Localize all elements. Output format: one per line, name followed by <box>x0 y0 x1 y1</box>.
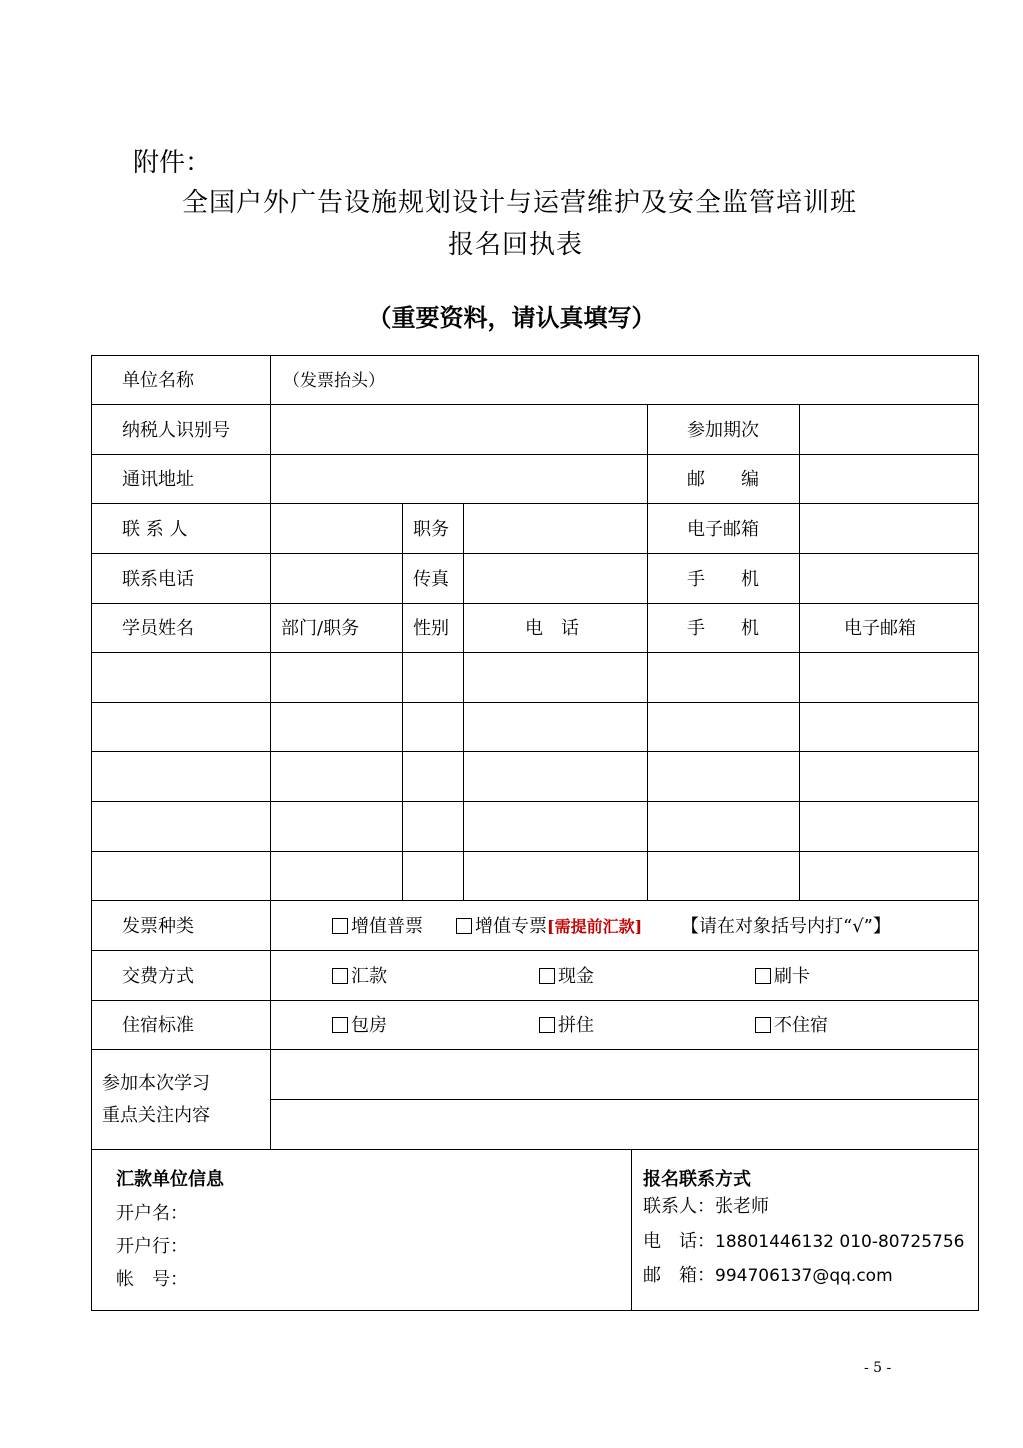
signup-phone: 电 话：18801446132 010-80725756 <box>643 1231 965 1252</box>
row-line <box>91 404 979 405</box>
col-line <box>402 503 403 900</box>
session-label: 参加期次 <box>687 420 759 441</box>
row-line <box>91 950 979 951</box>
col-line <box>647 404 648 900</box>
border-bottom <box>91 1310 979 1311</box>
payment-option-card[interactable]: 刷卡 <box>755 967 810 987</box>
row-line <box>91 751 979 752</box>
student-email-header: 电子邮箱 <box>844 618 916 639</box>
position-label: 职务 <box>413 519 449 540</box>
row-line <box>270 1099 979 1100</box>
unit-name-hint: （发票抬头） <box>283 371 385 391</box>
row-line <box>91 702 979 703</box>
signup-contact-title: 报名联系方式 <box>643 1169 751 1190</box>
fax-label: 传真 <box>413 569 449 590</box>
checkbox-icon <box>332 968 348 984</box>
remit-account-name: 开户名： <box>116 1203 188 1224</box>
border-top <box>91 355 979 356</box>
border-right <box>978 355 979 1311</box>
row-line <box>91 503 979 504</box>
checkbox-icon <box>332 1017 348 1033</box>
signup-email: 邮 箱：994706137@qq.com <box>643 1265 893 1286</box>
lodging-label: 住宿标准 <box>122 1015 194 1036</box>
checkbox-icon <box>456 918 472 934</box>
mobile-label: 手 机 <box>687 569 759 590</box>
remit-account-number: 帐 号： <box>116 1269 188 1290</box>
row-line <box>91 603 979 604</box>
checkbox-icon <box>755 1017 771 1033</box>
attachment-label: 附件： <box>133 148 212 178</box>
important-note: （重要资料，请认真填写） <box>367 303 656 332</box>
row-line <box>91 454 979 455</box>
lodging-option-none[interactable]: 不住宿 <box>755 1016 828 1036</box>
row-line <box>91 801 979 802</box>
col-line <box>270 355 271 1149</box>
payment-method-label: 交费方式 <box>122 966 194 987</box>
lodging-option-single[interactable]: 包房 <box>332 1016 387 1036</box>
signup-contact-person: 联系人：张老师 <box>643 1196 769 1217</box>
row-line <box>91 1149 979 1150</box>
focus-label-line1: 参加本次学习 <box>102 1073 210 1094</box>
registration-form <box>91 355 979 1311</box>
address-label: 通讯地址 <box>122 469 194 490</box>
unit-name-label: 单位名称 <box>122 370 194 391</box>
row-line <box>91 851 979 852</box>
row-line <box>91 1049 979 1050</box>
invoice-type-label: 发票种类 <box>122 916 194 937</box>
signup-phone-value: 18801446132 010-80725756 <box>715 1232 965 1252</box>
row-line <box>91 553 979 554</box>
student-gender-header: 性别 <box>413 618 449 639</box>
checkmark-instruction: 【请在对象括号内打“√”】 <box>681 916 891 937</box>
remit-info-title: 汇款单位信息 <box>116 1169 224 1190</box>
focus-label-line2: 重点关注内容 <box>102 1105 210 1126</box>
student-phone-header: 电 话 <box>525 618 579 639</box>
row-line <box>91 652 979 653</box>
student-mobile-header: 手 机 <box>687 618 759 639</box>
document-title: 全国户外广告设施规划设计与运营维护及安全监管培训班 <box>181 188 857 218</box>
page-number: - 5 - <box>864 1360 892 1376</box>
document-subtitle: 报名回执表 <box>447 230 583 260</box>
contact-label: 联 系 人 <box>122 519 188 540</box>
phone-label: 联系电话 <box>122 569 194 590</box>
checkbox-icon <box>539 1017 555 1033</box>
signup-email-value: 994706137@qq.com <box>715 1266 893 1286</box>
postcode-label: 邮 编 <box>687 469 759 490</box>
col-line <box>463 503 464 900</box>
row-line <box>91 900 979 901</box>
payment-option-cash[interactable]: 现金 <box>539 967 594 987</box>
tax-id-label: 纳税人识别号 <box>122 420 230 441</box>
checkbox-icon <box>539 968 555 984</box>
remit-bank: 开户行： <box>116 1236 188 1257</box>
checkbox-icon <box>332 918 348 934</box>
checkbox-icon <box>755 968 771 984</box>
lodging-option-shared[interactable]: 拼住 <box>539 1016 594 1036</box>
invoice-option-special[interactable]: 增值专票[需提前汇款] <box>456 917 642 937</box>
payment-option-transfer[interactable]: 汇款 <box>332 967 387 987</box>
col-line <box>799 404 800 900</box>
student-name-header: 学员姓名 <box>122 618 194 639</box>
border-left <box>91 355 92 1311</box>
invoice-option-normal[interactable]: 增值普票 <box>332 917 423 937</box>
email-label: 电子邮箱 <box>687 519 759 540</box>
advance-payment-note: [需提前汇款] <box>547 917 643 936</box>
row-line <box>91 1000 979 1001</box>
col-line <box>631 1149 632 1311</box>
student-dept-header: 部门/职务 <box>281 618 360 639</box>
